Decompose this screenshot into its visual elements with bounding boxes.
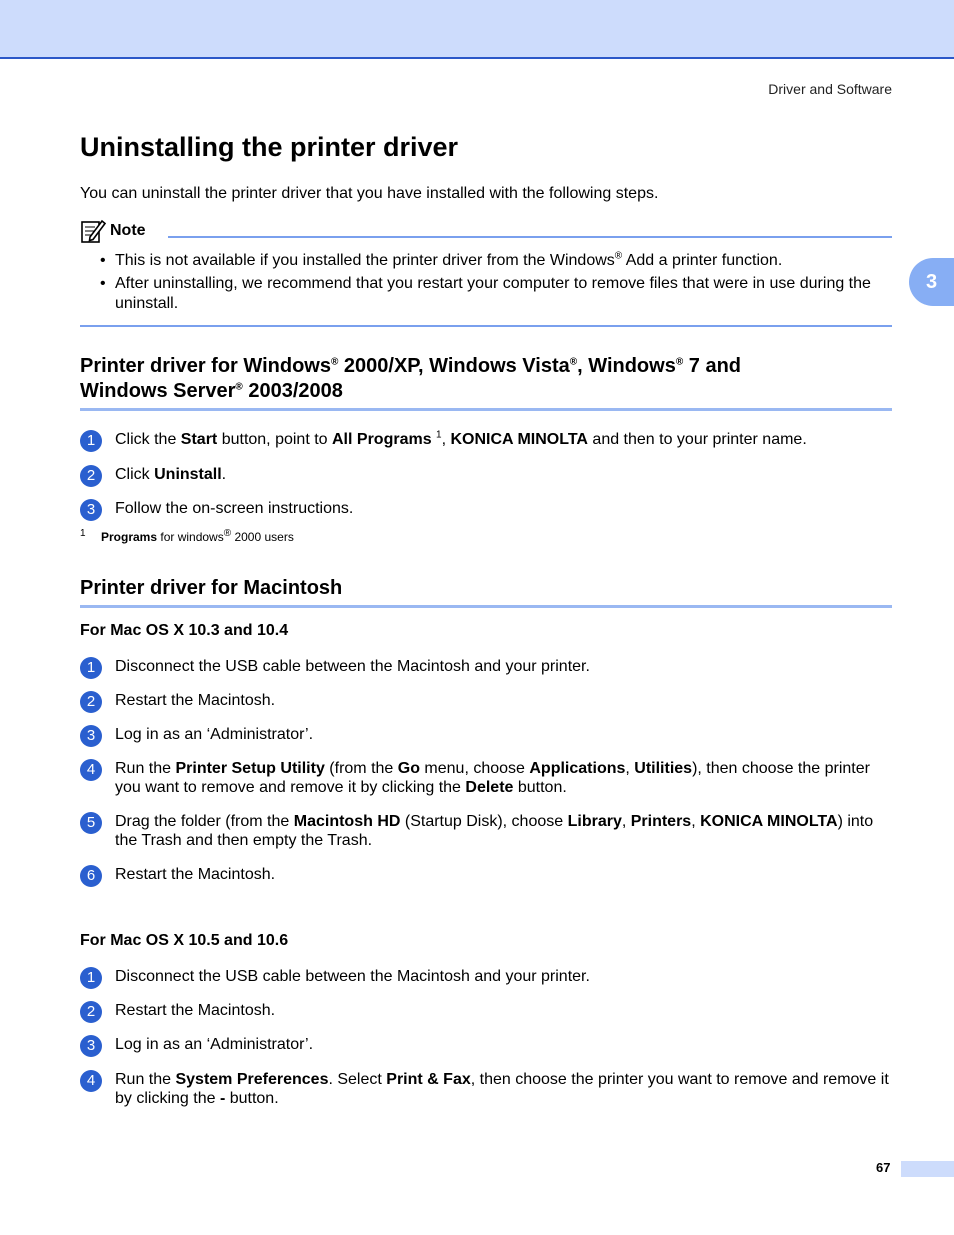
- step-number-badge: 3: [80, 1035, 102, 1057]
- step-item: 2 Restart the Macintosh.: [80, 1001, 892, 1020]
- note-list: [100, 251, 892, 317]
- page-number-band: [901, 1161, 954, 1177]
- running-header: Driver and Software: [768, 81, 892, 97]
- section-title-windows: Printer driver for Windows® 2000/XP, Windows Vista®, Windows® 7 and Windows Server® 2003/2008: [80, 355, 741, 402]
- page-number: 67: [876, 1160, 891, 1175]
- section-title-macintosh: Printer driver for Macintosh: [80, 577, 343, 599]
- step-item: 3 Log in as an ‘Administrator’.: [80, 725, 892, 744]
- step-number-badge: 1: [80, 967, 102, 989]
- note-pencil-icon: [80, 218, 106, 244]
- subsection-title: For Mac OS X 10.5 and 10.6: [80, 932, 289, 949]
- note-item: • This is not available if you installed the printer driver from the Windows® Add a printer function.: [100, 251, 892, 271]
- note-bottom-rule: [80, 325, 892, 327]
- step-item: 3 Log in as an ‘Administrator’.: [80, 1035, 892, 1054]
- step-number-badge: 2: [80, 1001, 102, 1023]
- step-number-badge: 4: [80, 759, 102, 781]
- subsection-title: For Mac OS X 10.3 and 10.4: [80, 622, 289, 639]
- step-item: 4 Run the Printer Setup Utility (from the Go menu, choose Applications, Utilities), then choose the printer you want to remove and remove it by clicking the Delete button.: [80, 759, 892, 797]
- step-item: 6 Restart the Macintosh.: [80, 865, 892, 884]
- step-item: 2 Restart the Macintosh.: [80, 691, 892, 710]
- step-item: 2 Click Uninstall.: [80, 465, 892, 484]
- step-item: 1 Disconnect the USB cable between the Macintosh and your printer.: [80, 967, 892, 986]
- section-rule: [80, 605, 892, 608]
- step-number-badge: 2: [80, 465, 102, 487]
- step-item: 3 Follow the on-screen instructions.: [80, 499, 892, 518]
- step-item: 4 Run the System Preferences. Select Print & Fax, then choose the printer you want to remove and remove it by clicking the - button.: [80, 1070, 892, 1108]
- step-number-badge: 1: [80, 657, 102, 679]
- chapter-tab: 3: [909, 258, 954, 306]
- step-number-badge: 3: [80, 499, 102, 521]
- section-rule: [80, 408, 892, 411]
- top-header-band: [0, 0, 954, 59]
- step-number-badge: 6: [80, 865, 102, 887]
- note-box: [80, 216, 892, 327]
- step-number-badge: 2: [80, 691, 102, 713]
- note-top-rule: [168, 236, 892, 238]
- footnote: 1 Programs for windows® 2000 users: [80, 528, 294, 544]
- step-item: 1 Disconnect the USB cable between the Macintosh and your printer.: [80, 657, 892, 676]
- note-label: Note: [110, 222, 146, 239]
- note-item: • After uninstalling, we recommend that you restart your computer to remove files that were in use during the uninstall.: [100, 274, 892, 314]
- step-number-badge: 3: [80, 725, 102, 747]
- step-number-badge: 1: [80, 430, 102, 452]
- page-title: Uninstalling the printer driver: [80, 132, 459, 162]
- step-item: 1 Click the Start button, point to All Programs $^1$, KONICA MINOLTA and then to your printer name.: [80, 430, 892, 449]
- step-item: 5 Drag the folder (from the Macintosh HD (Startup Disk), choose Library, Printers, KONICA MINOLTA) into the Trash and then empty the Trash.: [80, 812, 892, 850]
- note-header: [80, 216, 146, 246]
- intro-paragraph: You can uninstall the printer driver that you have installed with the following steps.: [80, 185, 659, 202]
- step-number-badge: 5: [80, 812, 102, 834]
- step-number-badge: 4: [80, 1070, 102, 1092]
